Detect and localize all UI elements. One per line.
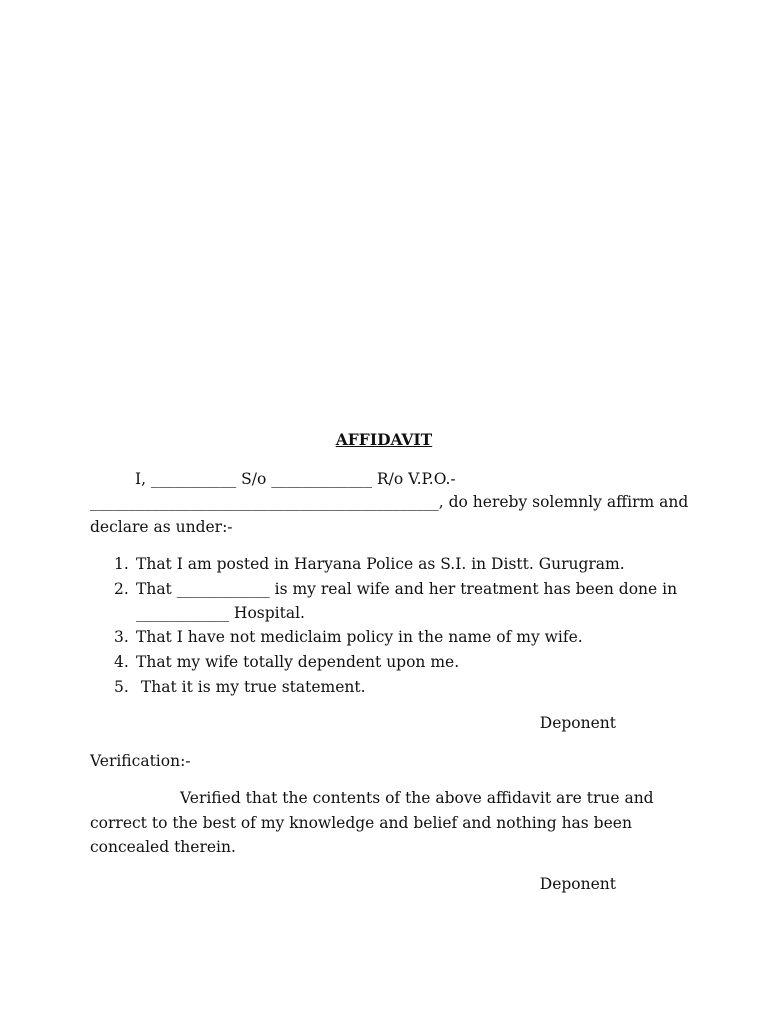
list-item — [114, 579, 677, 599]
list-item-text: That ____________ is my real wife and her treatment has been done in — [136, 580, 678, 598]
list-item — [114, 652, 459, 672]
deponent-signature-2: Deponent — [539, 875, 616, 893]
list-item — [114, 677, 366, 697]
intro-line-1: I, ___________ S/o _____________ R/o V.P.O.- — [135, 470, 456, 488]
verification-line-3: concealed therein. — [90, 838, 236, 856]
list-item-text: That it is my true statement. — [136, 678, 366, 696]
list-item-continuation: ____________ Hospital. — [136, 604, 305, 622]
list-item-text: That I have not mediclaim policy in the name of my wife. — [136, 628, 583, 646]
intro-line-2: _____________________________________________, do hereby solemnly affirm and — [90, 493, 689, 511]
list-item-number: 3. — [114, 628, 129, 646]
list-item-number: 1. — [114, 555, 129, 573]
list-item — [114, 554, 625, 574]
list-item-number: 5. — [114, 678, 129, 696]
list-item — [114, 627, 583, 647]
verification-heading: Verification:- — [90, 752, 191, 770]
verification-line-2: correct to the best of my knowledge and belief and nothing has been — [90, 814, 632, 832]
list-item-number: 2. — [114, 580, 129, 598]
list-item-number: 4. — [114, 653, 129, 671]
verification-line-1: Verified that the contents of the above affidavit are true and — [180, 789, 654, 807]
list-item-text: That I am posted in Haryana Police as S.I. in Distt. Gurugram. — [136, 555, 625, 573]
list-item-text: That my wife totally dependent upon me. — [136, 653, 460, 671]
intro-line-3: declare as under:- — [90, 518, 233, 536]
deponent-signature-1: Deponent — [539, 714, 616, 732]
document-title: AFFIDAVIT — [335, 430, 433, 449]
